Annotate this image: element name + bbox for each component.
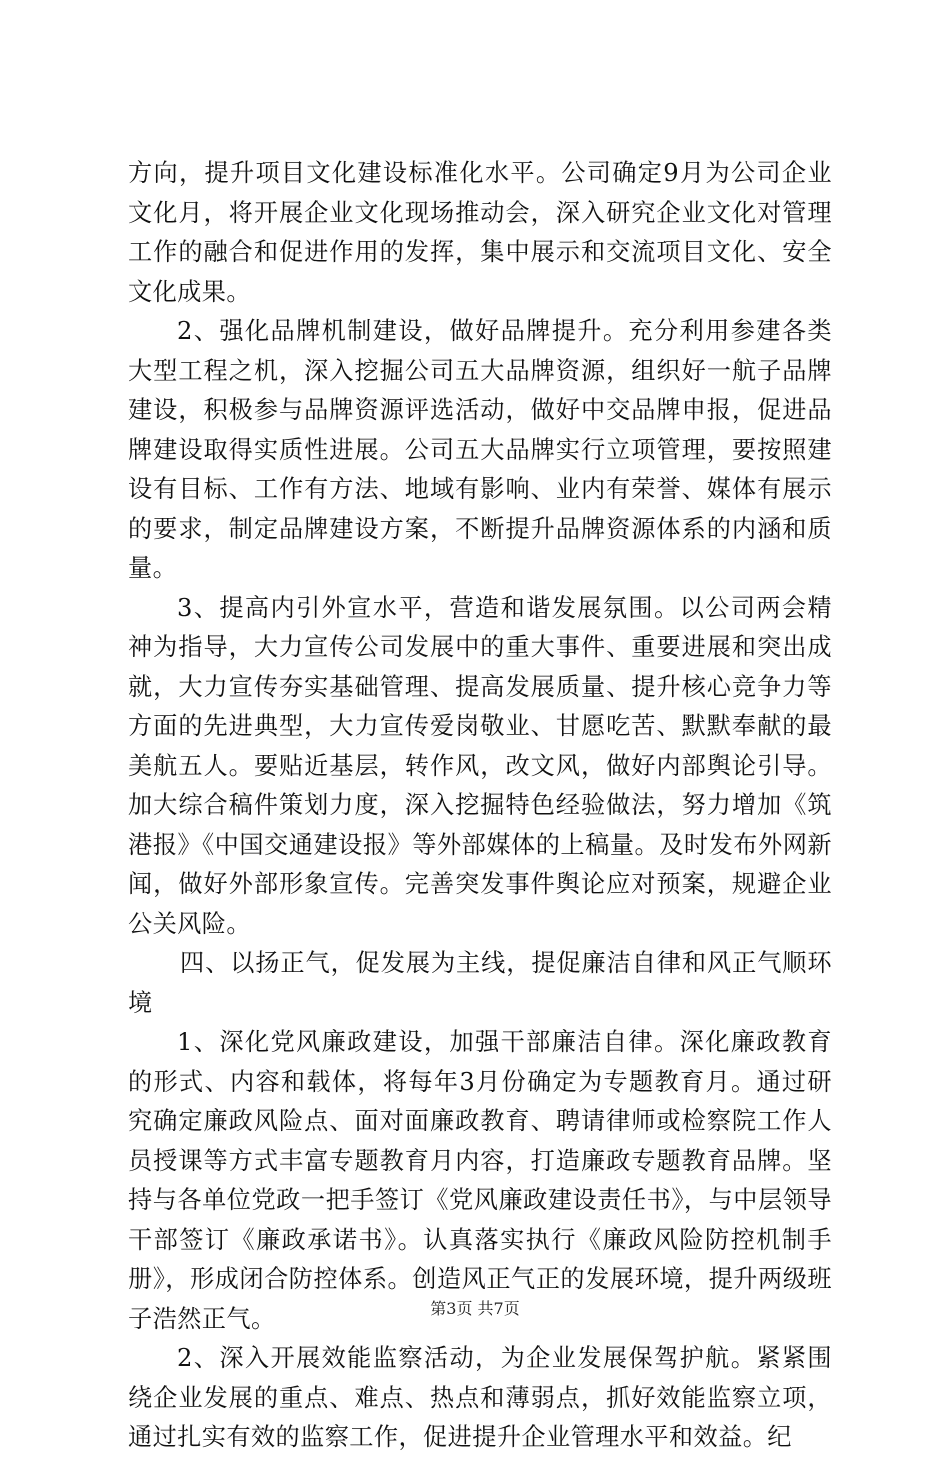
paragraph-efficiency-supervision: 2、深入开展效能监察活动，为企业发展保驾护航。紧紧围绕企业发展的重点、难点、热点和薄弱点，抓好效能监察立项，通过扎实有效的监察工作，促进提升企业管理水平和效益。纪: [128, 1344, 832, 1451]
document-body: [128, 154, 832, 1458]
paragraph-party-conduct: 1、深化党风廉政建设，加强干部廉洁自律。深化廉政教育的形式、内容和载体，将每年3月份确定为专题教育月。通过研究确定廉政风险点、面对面廉政教育、聘请律师或检察院工作人员授课等方式丰富专题教育月内容，打造廉政专题教育品牌。坚持与各单位党政一把手签订《党风廉政建设责任书》，与中层领导干部签订《廉政承诺书》。认真落实执行《廉政风险防控机制手册》，形成闭合防控体系。创造风正气正的发展环境，提升两级班子浩然正气。: [128, 1028, 832, 1333]
paragraph-brand-building: 2、强化品牌机制建设，做好品牌提升。充分利用参建各类大型工程之机，深入挖掘公司五大品牌资源，组织好一航子品牌建设，积极参与品牌资源评选活动，做好中交品牌申报，促进品牌建设取得实质性进展。公司五大品牌实行立项管理，要按照建设有目标、工作有方法、地域有影响、业内有荣誉、媒体有展示的要求，制定品牌建设方案，不断提升品牌资源体系的内涵和质量。: [128, 317, 832, 582]
section-heading-integrity: 四、以扬正气，促发展为主线，提促廉洁自律和风正气顺环境: [128, 949, 832, 1017]
paragraph-continuation: 方向，提升项目文化建设标准化水平。公司确定9月为公司企业文化月，将开展企业文化现场推动会，深入研究企业文化对管理工作的融合和促进作用的发挥，集中展示和交流项目文化、安全文化成果。: [128, 159, 832, 306]
page-number-footer: 第3页 共7页: [430, 1299, 520, 1318]
paragraph-publicity: 3、提高内引外宣水平，营造和谐发展氛围。以公司两会精神为指导，大力宣传公司发展中的重大事件、重要进展和突出成就，大力宣传夯实基础管理、提高发展质量、提升核心竞争力等方面的先进典型，大力宣传爱岗敬业、甘愿吃苦、默默奉献的最美航五人。要贴近基层，转作风，改文风，做好内部舆论引导。加大综合稿件策划力度，深入挖掘特色经验做法，努力增加《筑港报》《中国交通建设报》等外部媒体的上稿量。及时发布外网新闻，做好外部形象宣传。完善突发事件舆论应对预案，规避企业公关风险。: [128, 593, 832, 938]
